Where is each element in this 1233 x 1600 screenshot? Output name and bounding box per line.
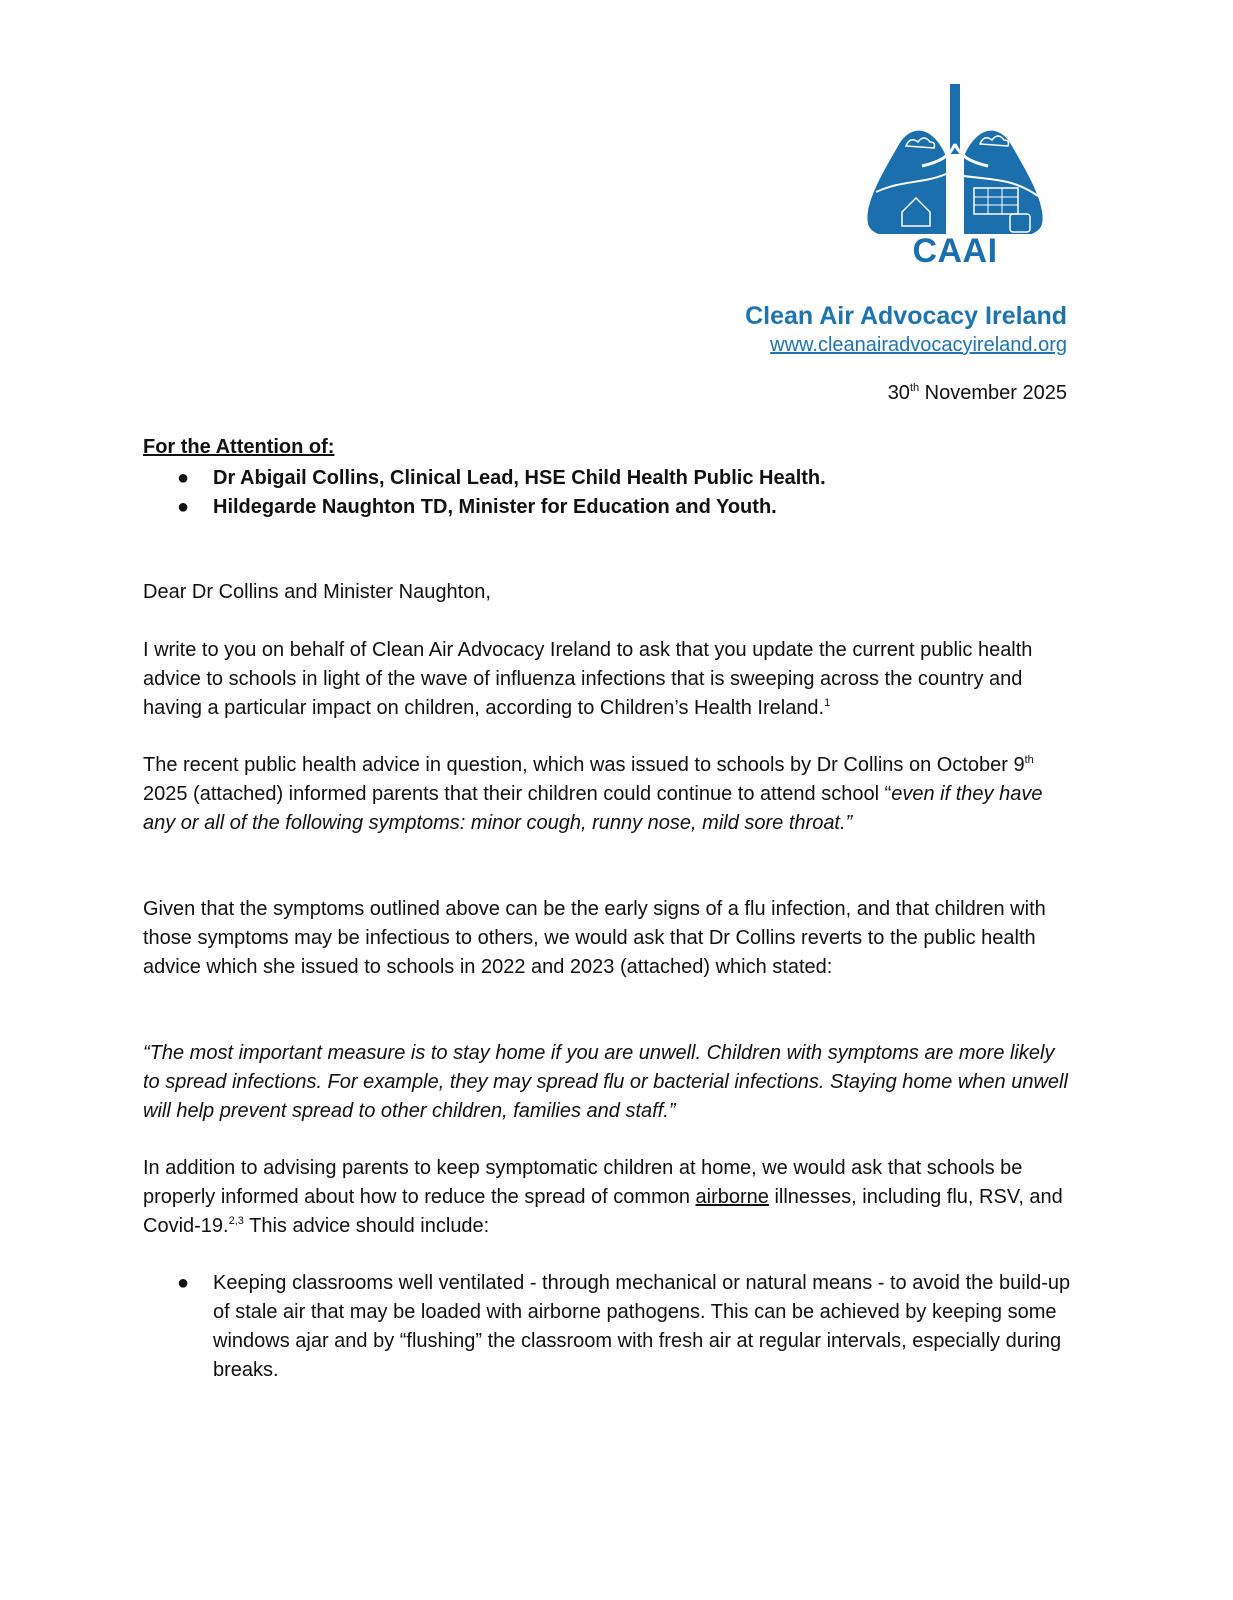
footnote-ref: 1 [824,697,831,709]
recipient-item [143,464,826,493]
paragraph-request [143,636,1073,723]
organization-name: Clean Air Advocacy Ireland [745,302,1067,330]
footnote-ref: 2,3 [228,1215,244,1227]
attention-heading: For the Attention of: [143,436,335,458]
bullet-icon: ● [177,467,190,489]
date-ordinal-suffix: th [909,382,920,394]
paragraph-airborne-advice [143,1154,1073,1241]
paragraph-text: 2025 (attached) informed parents that their children could continue to attend school “ [143,783,892,805]
quoted-previous-advice: “The most important measure is to stay home if you are unwell. Children with symptoms are more likely to spread infections. For example, they may spread flu or bacterial infections. Staying home when unwell will help prevent spread to other children, families and staff.” [143,1042,1068,1122]
quoted-advice: even if they have any or all of the following symptoms: minor cough, runny nose, mild sore throat.” [143,783,1043,834]
recipient-text: Hildegarde Naughton TD, Minister for Education and Youth. [213,496,777,518]
logo-text: CAAI [912,232,998,270]
paragraph-text: The recent public health advice in question, which was issued to schools by Dr Collins on October 9 [143,754,1025,776]
lungs-icon [862,84,1048,234]
organization-website-link[interactable]: www.cleanairadvocacyireland.org [770,334,1067,356]
paragraph-text: This advice should include: [243,1215,490,1237]
caai-logo [862,84,1048,274]
date-month-year: November 2025 [919,382,1067,404]
letter-date [888,382,1067,405]
bullet-icon: ● [177,496,190,518]
advice-list [143,1269,1073,1385]
bullet-icon: ● [177,1272,190,1294]
recipient-item [143,493,826,522]
paragraph-text: illnesses, including flu, RSV, and Covid-19. [143,1186,1063,1237]
salutation: Dear Dr Collins and Minister Naughton, [143,581,491,603]
advice-text: Keeping classrooms well ventilated - through mechanical or natural means - to avoid the build-up of stale air that may be loaded with airborne pathogens. This can be achieved by keeping some windows ajar and by “flushing” the classroom with fresh air at regular intervals, especially during breaks. [213,1272,1071,1381]
paragraph-recent-advice [143,751,1073,838]
ordinal-suffix: th [1024,754,1034,766]
paragraph-revert-request: Given that the symptoms outlined above can be the early signs of a flu infection, and that children with those symptoms may be infectious to others, we would ask that Dr Collins reverts to the public health advice which she issued to schools in 2022 and 2023 (attached) which stated: [143,898,1046,978]
date-day: 30 [887,382,910,404]
recipient-text: Dr Abigail Collins, Clinical Lead, HSE Child Health Public Health. [213,467,826,489]
advice-item [143,1269,1073,1385]
recipient-list [143,464,826,522]
underlined-term: airborne [695,1186,769,1208]
paragraph-text: I write to you on behalf of Clean Air Advocacy Ireland to ask that you update the current public health advice to schools in light of the wave of influenza infections that is sweeping across the country and having a particular impact on children, according to Children’s Health Ireland. [143,639,1033,719]
paragraph-text: In addition to advising parents to keep symptomatic children at home, we would ask that schools be properly informed about how to reduce the spread of common [143,1157,1023,1208]
